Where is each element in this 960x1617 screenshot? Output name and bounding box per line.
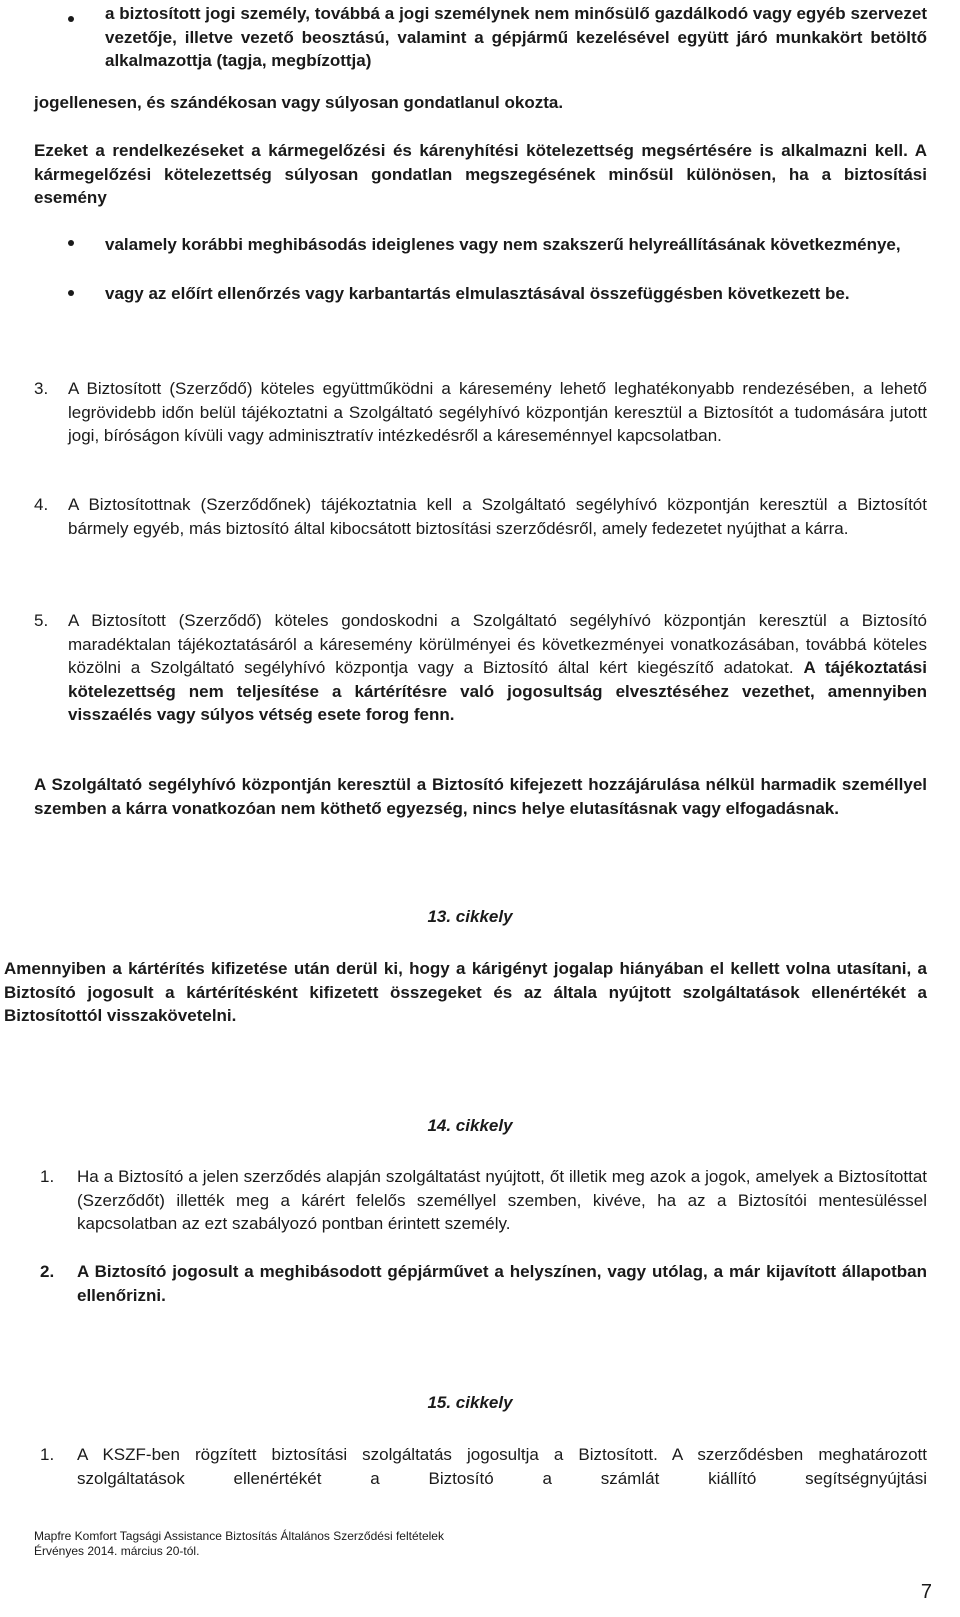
item-4-text: A Biztosítottnak (Szerződőnek) tájékoztatnia kell a Szolgáltató segélyhívó központján keresztül a Biztosítót bármely egyéb, más biztosító által kibocsátott biztosítási szerződésről, amely fedezetet nyújthat a kárra.	[68, 495, 927, 538]
item-number: 4.	[34, 495, 49, 514]
continuation-text: jogellenesen, és szándékosan vagy súlyosan gondatlanul okozta.	[34, 93, 564, 112]
item-5-plain: A Biztosított (Szerződő) köteles gondoskodni a Szolgáltató segélyhívó központján keresztül a Biztosító maradéktalan tájékoztatásáról a káresemény körülményei és következményei vonatkozásában, továbbá köteles közölni a Szolgáltató segélyhívó központja vagy a Biztosító által kért kiegészítő adatokat.	[68, 611, 927, 677]
footer-line-1: Mapfre Komfort Tagsági Assistance Biztosítás Általános Szerződési feltételek	[34, 1529, 444, 1543]
article-13-text: Amennyiben a kártérítés kifizetése után derül ki, hogy a kárigényt jogalap hiányában el kellett volna utasítani, a Biztosító jogosult a kártérítésként kifizetett összegeket és az általa nyújtott szolgáltatások ellenértékét a Biztosítottól visszakövetelni.	[4, 959, 927, 1025]
item-5-bold: A tájékoztatási kötelezettség nem teljesítése a kártérítésre való jogosultság elvesztéséhez vezethet, amennyiben visszaélés vagy súlyos vétség esete forog fenn.	[68, 658, 927, 724]
item-3-text: A Biztosított (Szerződő) köteles együttműködni a káresemény lehető leghatékonyabb rendezésében, a lehető legrövidebb időn belül tájékoztatni a Szolgáltató segélyhívó központján keresztül a Biztosítót a tudomására jutott jogi, bíróságon kívüli vagy adminisztratív intézkedésről a káreseménnyel kapcsolatban.	[68, 379, 927, 445]
sub-bullet-1: valamely korábbi meghibásodás ideiglenes vagy nem szakszerű helyreállításának következménye,	[105, 235, 901, 254]
page-number: 7	[920, 1581, 932, 1603]
article-14-heading: 14. cikkely	[427, 1116, 513, 1135]
article-13-heading: 13. cikkely	[427, 907, 513, 926]
top-bullet-text: a biztosított jogi személy, továbbá a jogi személynek nem minősülő gazdálkodó vagy egyéb szervezet vezetője, illetve vezető beosztású, valamint a gépjármű kezelésével együtt járó munkakört betöltő alkalmazottja (tagja, megbízottja)	[105, 4, 927, 70]
item-number: 1.	[40, 1445, 55, 1464]
sub-bullet-2: vagy az előírt ellenőrzés vagy karbantartás elmulasztásával összefüggésben következett be.	[105, 284, 850, 303]
bold-paragraph-2: A Szolgáltató segélyhívó központján keresztül a Biztosító kifejezett hozzájárulása nélkül harmadik személlyel szemben a kárra vonatkozóan nem köthető egyezség, nincs helye elutasításnak vagy elfogadásnak.	[34, 775, 927, 818]
item-5-text	[68, 609, 927, 727]
item-number: 5.	[34, 611, 49, 630]
item-number: 2.	[40, 1262, 55, 1281]
article-14-item-1: Ha a Biztosító a jelen szerződés alapján szolgáltatást nyújtott, őt illetik meg azok a jogok, amelyek a Biztosítottat (Szerződőt) illették meg a kárért felelős személlyel szemben, kivéve, ha az a Biztosítói mentesüléssel kapcsolatban az ezt szabályozó pontban érintett személy.	[77, 1167, 927, 1233]
bullet-icon	[68, 290, 74, 296]
article-15-heading: 15. cikkely	[427, 1393, 513, 1412]
footer-line-2: Érvényes 2014. március 20-tól.	[34, 1544, 200, 1558]
item-number: 1.	[40, 1167, 55, 1186]
item-number: 3.	[34, 379, 49, 398]
article-14-item-2: A Biztosító jogosult a meghibásodott gépjárművet a helyszínen, vagy utólag, a már kijavított állapotban ellenőrizni.	[77, 1262, 927, 1305]
bullet-icon	[68, 240, 74, 246]
bullet-icon	[68, 16, 74, 22]
bold-paragraph-1: Ezeket a rendelkezéseket a kármegelőzési és kárenyhítési kötelezettség megsértésére is alkalmazni kell. A kármegelőzési kötelezettség súlyosan gondatlan megszegésének minősül különösen, ha a biztosítási esemény	[34, 141, 927, 207]
article-15-item-1: A KSZF-ben rögzített biztosítási szolgáltatás jogosultja a Biztosított. A szerződésben meghatározott szolgáltatások ellenértékét a Biztosító a számlát kiállító segítségnyújtási	[77, 1445, 927, 1488]
